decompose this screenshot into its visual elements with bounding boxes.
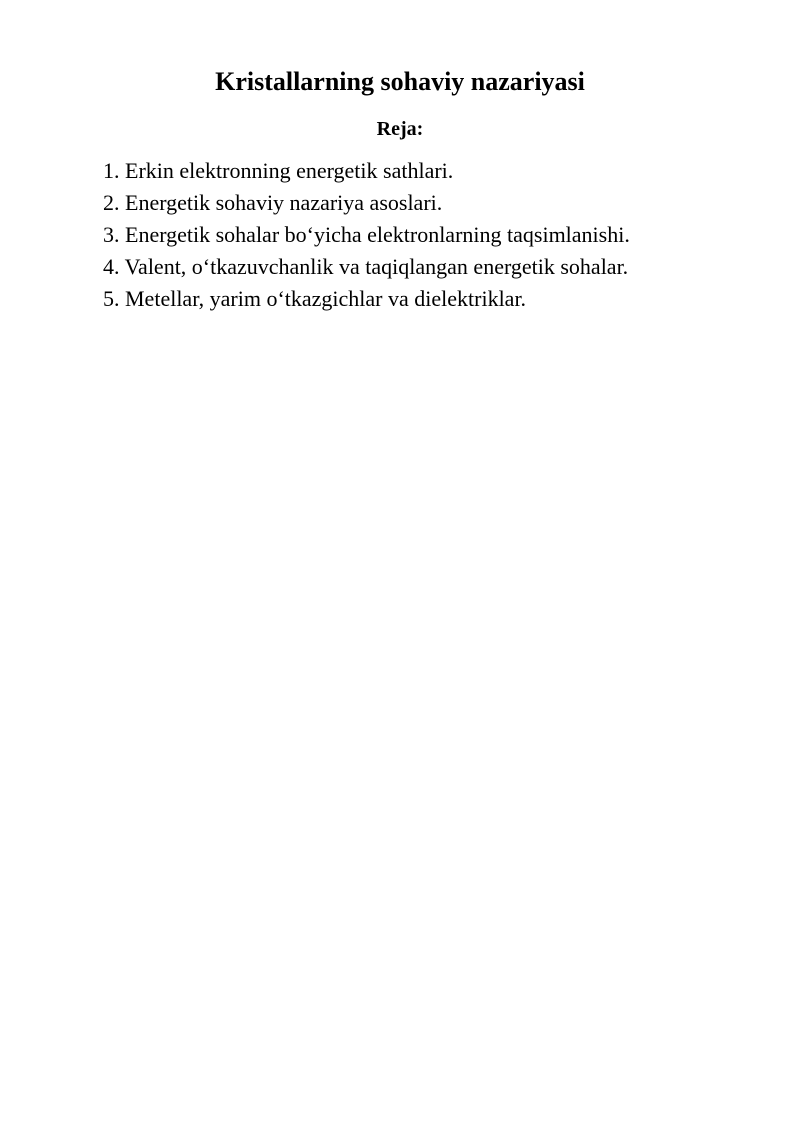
plan-heading: Reja:: [376, 118, 424, 140]
plan-item-3: 3. Energetik sohalar bo‘yicha elektronlarning taqsimlanishi.: [103, 222, 630, 247]
plan-item-4: 4. Valent, o‘tkazuvchanlik va taqiqlangan energetik sohalar.: [103, 254, 629, 279]
document-title: Kristallarning sohaviy nazariyasi: [215, 67, 585, 96]
plan-item-1: 1. Erkin elektronning energetik sathlari.: [103, 158, 454, 183]
plan-item-2: 2. Energetik sohaviy nazariya asoslari.: [103, 190, 443, 215]
plan-list: [103, 155, 630, 315]
plan-item-5: 5. Metellar, yarim o‘tkazgichlar va dielektriklar.: [103, 286, 527, 311]
